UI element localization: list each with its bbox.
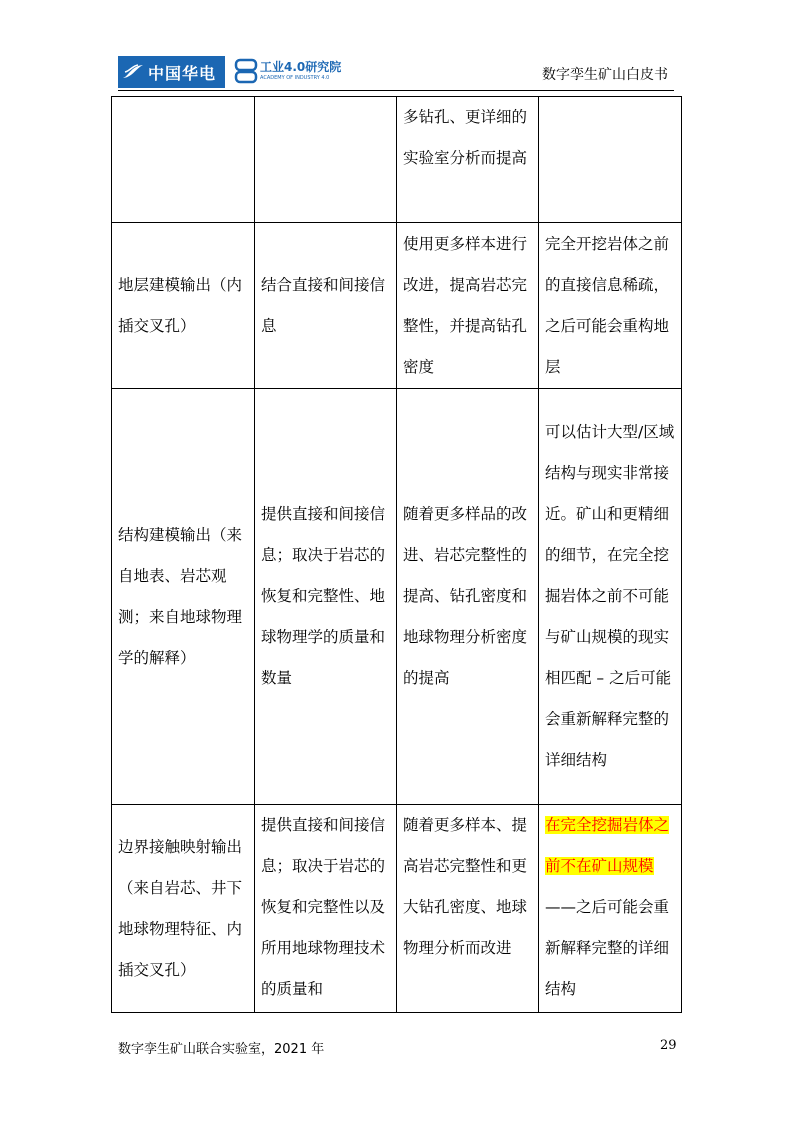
table-cell: 完全开挖岩体之前的直接信息稀疏，之后可能会重构地层 bbox=[539, 223, 682, 389]
page-number: 29 bbox=[660, 1038, 677, 1053]
table-cell: 提供直接和间接信息；取决于岩芯的恢复和完整性、地球物理学的质量和数量 bbox=[255, 389, 397, 805]
header-divider bbox=[118, 90, 674, 91]
table-cell: 提供直接和间接信息；取决于岩芯的恢复和完整性以及所用地球物理技术的质量和 bbox=[255, 805, 397, 1013]
huadian-logo bbox=[118, 56, 225, 88]
academy-logo bbox=[234, 58, 342, 86]
comparison-table bbox=[111, 96, 682, 1013]
highlighted-text: 在完全挖掘岩体之前不在矿山规模 bbox=[545, 816, 670, 875]
academy-logo-text: 工业4.0研究院 bbox=[260, 60, 342, 74]
table-cell: 随着更多样本、提高岩芯完整性和更大钻孔密度、地球物理分析而改进 bbox=[397, 805, 539, 1013]
table-cell bbox=[112, 97, 255, 223]
academy-emblem-icon bbox=[234, 58, 258, 84]
table-cell: 结合直接和间接信息 bbox=[255, 223, 397, 389]
table-row bbox=[112, 97, 682, 223]
table-cell bbox=[255, 97, 397, 223]
table-cell: 多钻孔、更详细的实验室分析而提高 bbox=[397, 97, 539, 223]
table-cell: 结构建模输出（来自地表、岩芯观测；来自地球物理学的解释） bbox=[112, 389, 255, 805]
table-cell: 可以估计大型/区域结构与现实非常接近。矿山和更精细的细节，在完全挖掘岩体之前不可能与矿山规模的现实相匹配 – 之后可能会重新解释完整的详细结构 bbox=[539, 389, 682, 805]
huadian-emblem-icon bbox=[118, 56, 148, 88]
table-row bbox=[112, 805, 682, 1013]
page-header bbox=[118, 52, 674, 92]
table-cell: 地层建模输出（内插交叉孔） bbox=[112, 223, 255, 389]
table-row bbox=[112, 223, 682, 389]
table-cell: 边界接触映射输出（来自岩芯、井下地球物理特征、内插交叉孔） bbox=[112, 805, 255, 1013]
cell-text: ——之后可能会重新解释完整的详细结构 bbox=[545, 898, 670, 998]
table-cell: 使用更多样本进行改进，提高岩芯完整性，并提高钻孔密度 bbox=[397, 223, 539, 389]
huadian-logo-text: 中国华电 bbox=[148, 63, 217, 83]
footer-credit: 数字孪生矿山联合实验室，2021 年 bbox=[118, 1042, 325, 1057]
table-cell bbox=[539, 97, 682, 223]
table-row bbox=[112, 389, 682, 805]
table-cell bbox=[539, 805, 682, 1013]
table-cell: 随着更多样品的改进、岩芯完整性的提高、钻孔密度和地球物理分析密度的提高 bbox=[397, 389, 539, 805]
academy-logo-subtext: ACADEMY OF INDUSTRY 4.0 bbox=[260, 75, 330, 81]
document-title: 数字孪生矿山白皮书 bbox=[542, 67, 668, 83]
